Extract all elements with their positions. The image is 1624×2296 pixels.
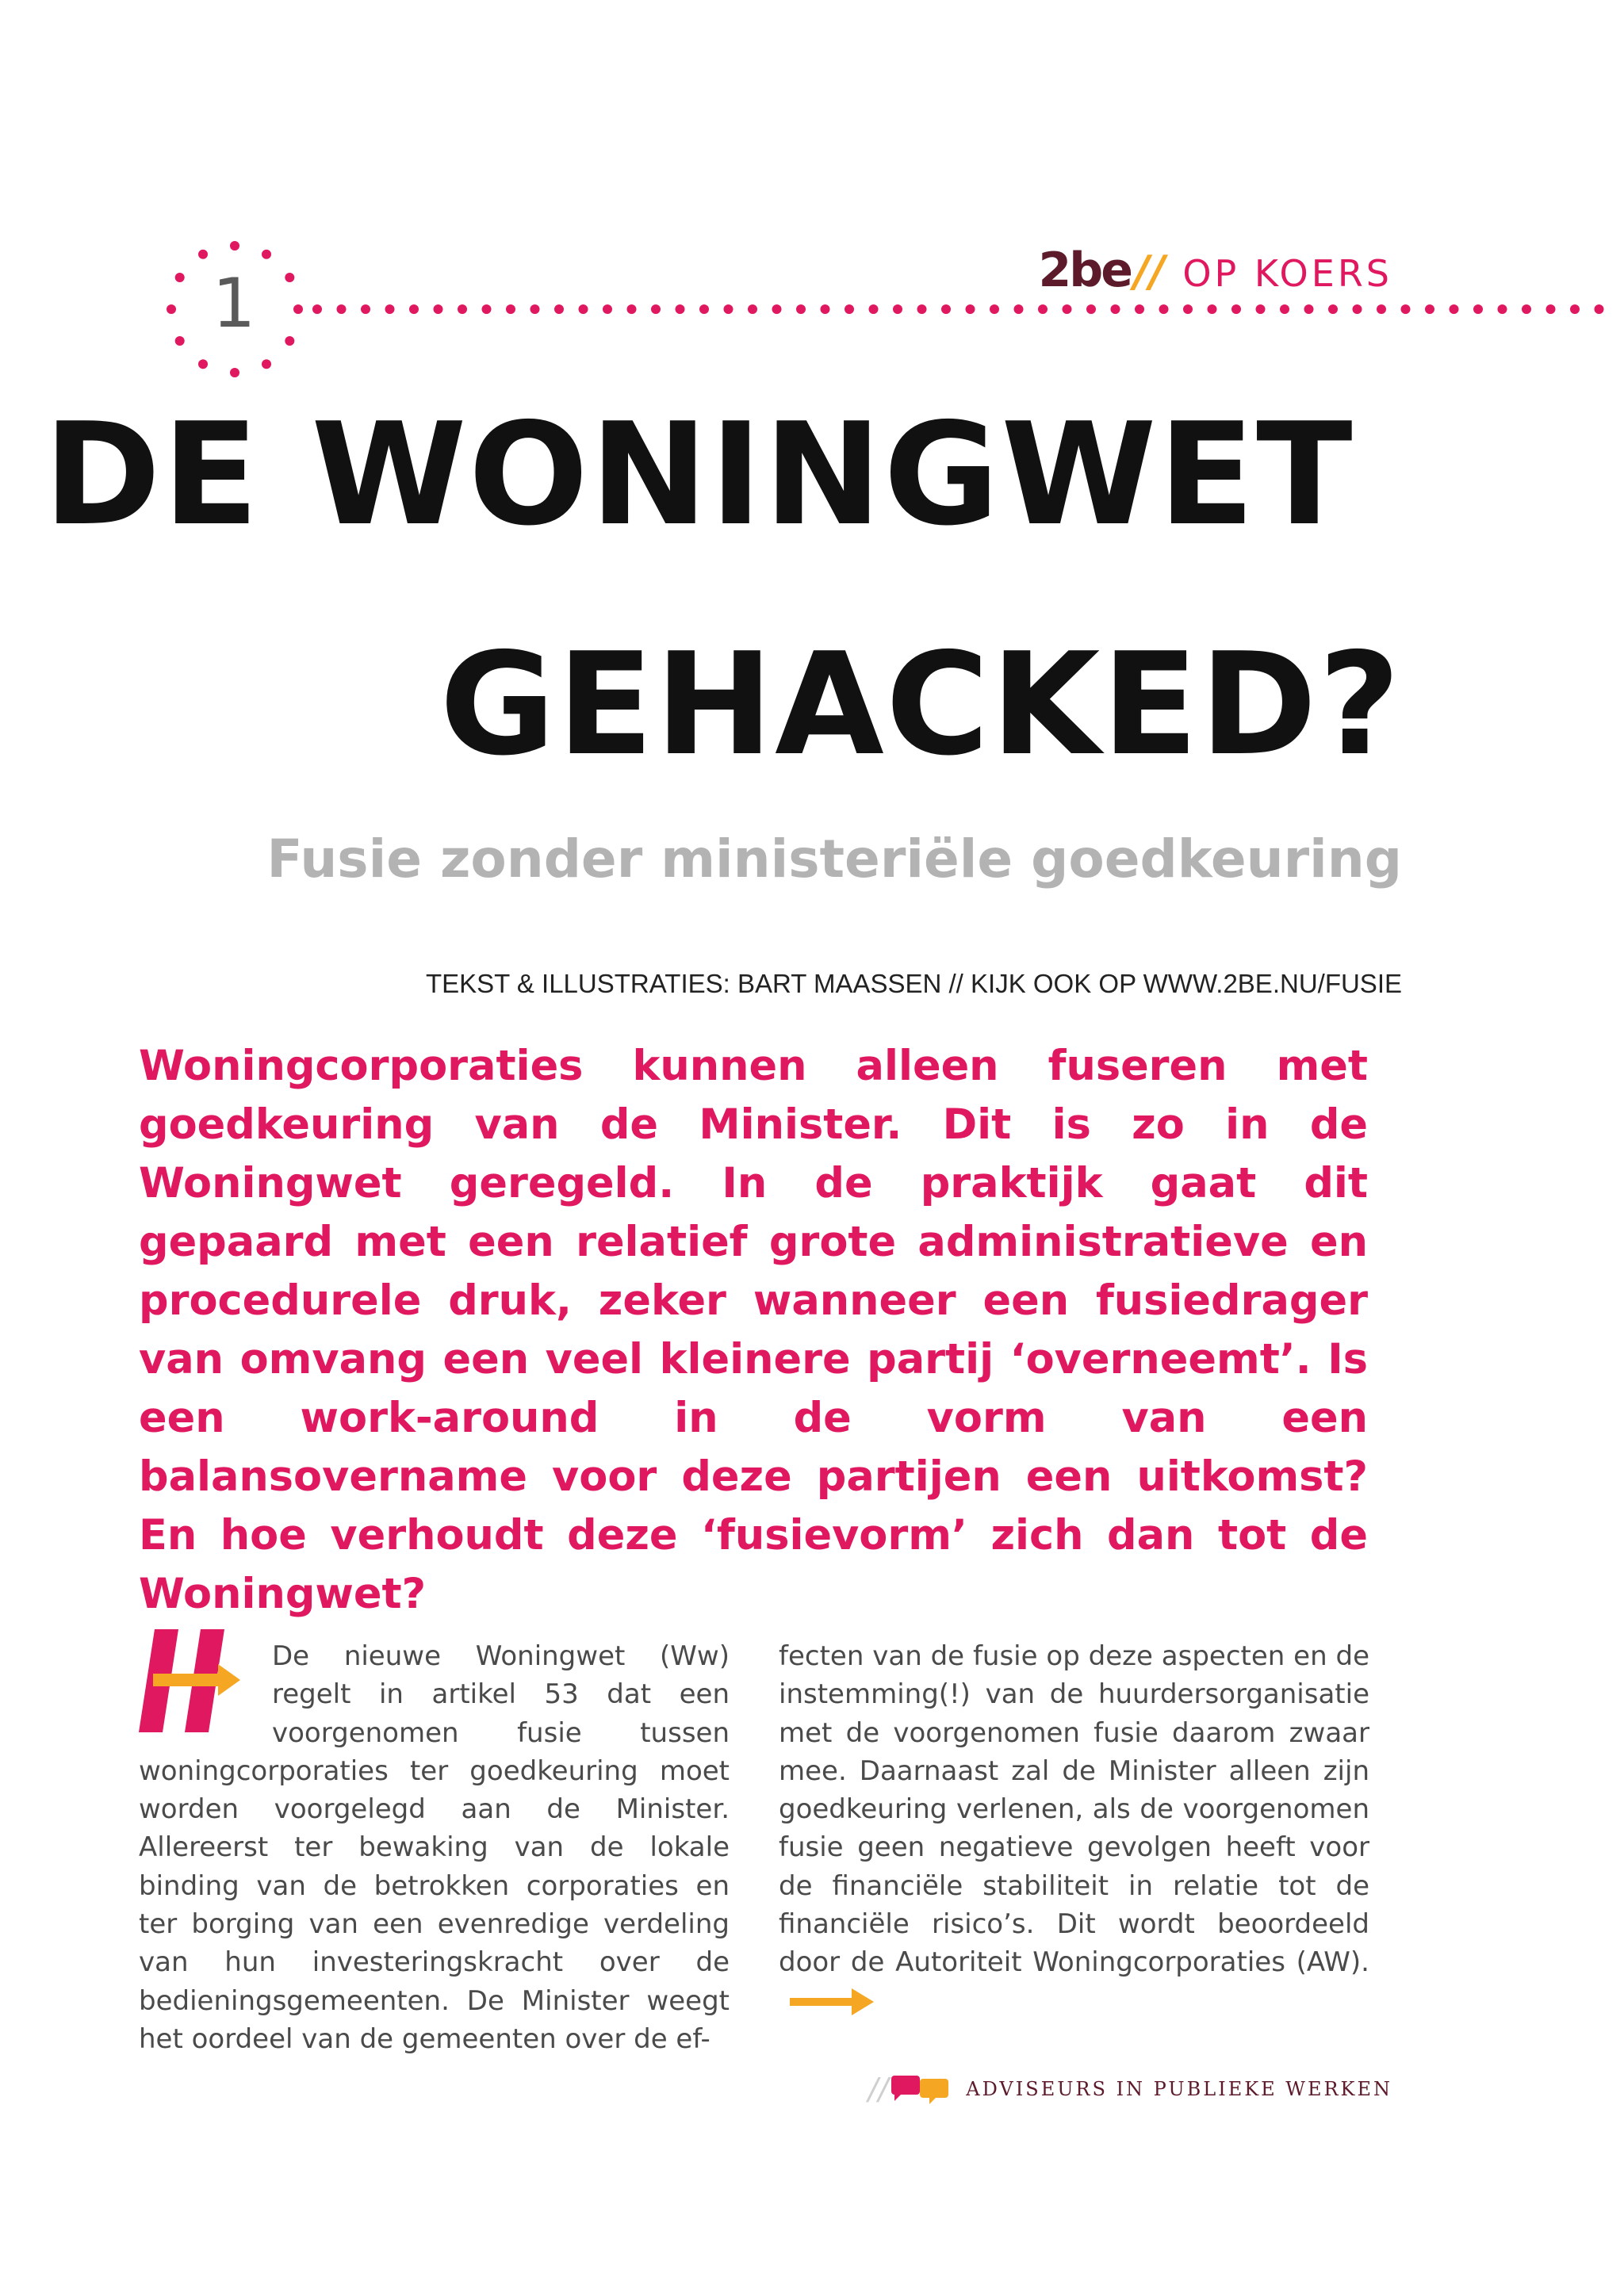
rule-dot xyxy=(579,304,588,314)
rule-dot xyxy=(1280,304,1289,314)
rule-dot xyxy=(869,304,879,314)
body-text-left: De nieuwe Woningwet (Ww) regelt in artikel 53 dat een voorgenomen fusie tussen woningcorporaties ter goedkeuring moet worden voorgelegd aan de Minister. Allereerst ter bewaking van de lokale binding van de betrokken corporaties en ter borging van een evenredige verdeling van hun investeringskracht over de bedieningsgemeenten. De Minister weegt het oordeel van de gemeenten over de ef- xyxy=(139,1640,730,2055)
rule-dot xyxy=(724,304,733,314)
rule-dot xyxy=(1086,304,1096,314)
rule-dot xyxy=(1038,304,1048,314)
rule-dot xyxy=(1353,304,1362,314)
rule-dot xyxy=(821,304,830,314)
rule-dot xyxy=(676,304,685,314)
circle-dot xyxy=(198,250,208,259)
rule-dot xyxy=(1401,304,1411,314)
circle-dot xyxy=(262,359,271,369)
rule-dot xyxy=(1377,304,1386,314)
rule-dot xyxy=(1135,304,1144,314)
rule-dot xyxy=(1570,304,1580,314)
rule-dot xyxy=(699,304,709,314)
dotted-decoration xyxy=(0,0,1624,412)
rule-dot xyxy=(1063,304,1072,314)
rule-dot xyxy=(1473,304,1483,314)
rule-dot xyxy=(1450,304,1459,314)
footer-tagline: ADVISEURS IN PUBLIEKE WERKEN xyxy=(966,2078,1392,2100)
brand-header xyxy=(1039,243,1393,298)
headline-line-1: DE WONINGWET xyxy=(44,392,1354,557)
circle-dot xyxy=(175,273,185,282)
rule-dot xyxy=(990,304,999,314)
rule-dot xyxy=(312,304,322,314)
speech-bubbles-icon xyxy=(891,2071,950,2107)
brand-logo: 2be xyxy=(1038,243,1131,298)
rule-dot xyxy=(554,304,564,314)
rule-dot xyxy=(506,304,515,314)
circle-dot xyxy=(198,359,208,369)
rule-dot xyxy=(941,304,951,314)
rule-dot xyxy=(603,304,612,314)
rule-dot xyxy=(1014,304,1024,314)
rule-dot xyxy=(627,304,637,314)
rule-dot xyxy=(1425,304,1434,314)
rule-dot xyxy=(337,304,347,314)
rule-dot xyxy=(530,304,540,314)
circle-dot xyxy=(230,368,239,377)
rule-dot xyxy=(1328,304,1338,314)
rule-dot xyxy=(482,304,492,314)
circle-dot xyxy=(262,250,271,259)
rule-dot xyxy=(917,304,927,314)
brand-slash: // xyxy=(1133,247,1166,297)
footer xyxy=(868,2071,1392,2107)
rule-dot xyxy=(1498,304,1507,314)
dropcap-arrow-icon xyxy=(139,1629,258,1732)
footer-slash: // xyxy=(868,2072,889,2107)
rule-dot xyxy=(434,304,443,314)
dotted-rule xyxy=(312,304,1604,314)
rule-dot xyxy=(1595,304,1604,314)
rule-dot xyxy=(361,304,370,314)
subtitle: Fusie zonder ministeriële goedkeuring xyxy=(266,828,1402,890)
headline-line-2: GEHACKED? xyxy=(439,622,1402,786)
intro-paragraph: Woningcorporaties kunnen alleen fuseren met goedkeuring van de Minister. Dit is zo in de Woningwet geregeld. In de praktijk gaat dit gepaard met een relatief grote administratieve en procedurele druk, zeker wanneer een fusiedrager van omvang een veel kleinere partij ‘overneemt’. Is een work-around in de vorm van een balansovername voor deze partijen een uitkomst? En hoe verhoudt deze ‘fusievorm’ zich dan tot de Woningwet? xyxy=(139,1042,1368,1618)
credits: TEKST & ILLUSTRATIES: BART MAASSEN // KIJK OOK OP WWW.2BE.NU/FUSIE xyxy=(425,969,1402,998)
circle-dot xyxy=(285,336,294,346)
circle-dot xyxy=(285,273,294,282)
rule-dot xyxy=(1231,304,1241,314)
rule-dot xyxy=(409,304,419,314)
section-label: OP KOERS xyxy=(1182,252,1392,295)
circle-dot xyxy=(167,304,176,314)
rule-dot xyxy=(1522,304,1531,314)
circle-dot xyxy=(293,304,303,314)
rule-dot xyxy=(748,304,757,314)
rule-dot xyxy=(458,304,467,314)
rule-dot xyxy=(1304,304,1314,314)
rule-dot xyxy=(893,304,902,314)
rule-dot xyxy=(796,304,806,314)
rule-dot xyxy=(845,304,854,314)
rule-dot xyxy=(1183,304,1193,314)
rule-dot xyxy=(385,304,395,314)
rule-dot xyxy=(1546,304,1556,314)
rule-dot xyxy=(1208,304,1217,314)
continue-arrow-icon xyxy=(790,1986,877,2018)
body-column-left xyxy=(139,1637,730,2058)
rule-dot xyxy=(772,304,782,314)
body-text-right: fecten van de fusie op deze aspecten en de instemming(!) van de huurdersorganisatie met de voorgenomen fusie daarom zwaar mee. Daarnaast zal de Minister alleen zijn goedkeuring verlenen, als de voorgenomen fusie geen negatieve gevolgen heeft voor de financiële stabiliteit in relatie tot de financiële risico’s. Dit wordt beoordeeld door de Autoriteit Woningcorporaties (AW). xyxy=(779,1640,1369,1979)
body-column-right xyxy=(779,1637,1369,2020)
chapter-number: 1 xyxy=(212,264,256,343)
circle-dot xyxy=(175,336,185,346)
rule-dot xyxy=(1159,304,1169,314)
rule-dot xyxy=(1111,304,1120,314)
circle-dot xyxy=(230,241,239,251)
rule-dot xyxy=(1256,304,1266,314)
rule-dot xyxy=(651,304,661,314)
rule-dot xyxy=(966,304,975,314)
